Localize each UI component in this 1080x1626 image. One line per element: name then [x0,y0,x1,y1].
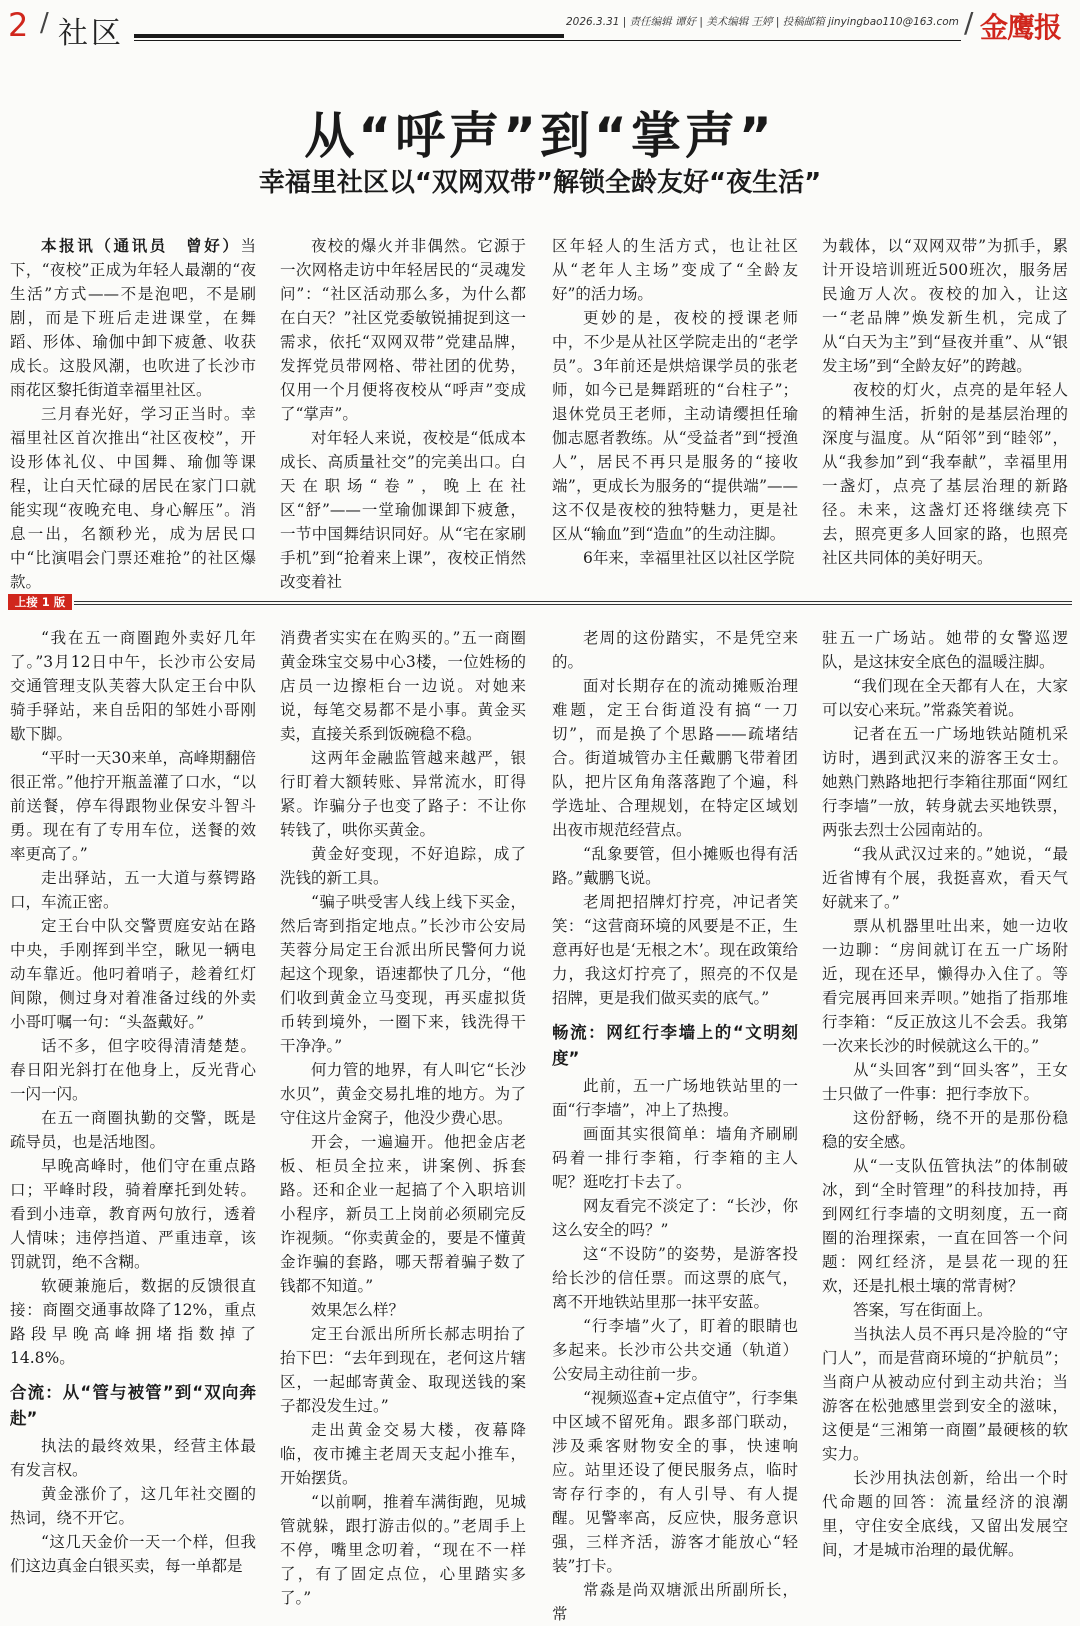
paragraph: 为载体，以“双网双带”为抓手，累计开设培训班近500班次，服务居民逾万人次。夜校的加入，让这一“老品牌”焕发新生机，完成了从“白天为主”到“昼夜并重”、从“银发主场”到“全龄友好”的跨越。 [822,237,1068,375]
paragraph: 从“一支队伍管执法”的体制破冰，到“全时管理”的科技加持，再到网红行李墙的文明刻度，五一商圈的治理探索，一直在回答一个问题：网红经济，是昙花一现的狂欢，还是扎根土壤的常青树？ [822,1157,1068,1295]
paragraph: 面对长期存在的流动摊贩治理难题，定王台街道没有搞“一刀切”，而是换了个思路——疏堵结合。街道城管办主任戴鹏飞带着团队，把片区角角落落跑了个遍，科学选址、合理规划，在特定区域划出夜市规范经营点。 [552,677,798,839]
masthead-divider: / [964,6,974,39]
article2-column-3 [552,626,798,1623]
paragraph: 记者在五一广场地铁站随机采访时，遇到武汉来的游客王女士。她熟门熟路地把行李箱往那面“网红行李墙”一放，转身就去买地铁票，两张去烈士公园南站的。 [822,725,1068,839]
paragraph: 此前，五一广场地铁站里的一面“行李墙”，冲上了热搜。 [552,1077,798,1119]
paragraph: 定王台派出所所长郝志明抬了抬下巴：“去年到现在，老何这片辖区，一起邮寄黄金、取现送钱的案子都没发生过。” [280,1325,526,1415]
paragraph: 执法的最终效果，经营主体最有发言权。 [10,1437,256,1479]
article1-column-4 [822,234,1068,567]
masthead-rule-thick [134,34,564,38]
section-name: 社区 [58,16,124,51]
subheadline: 幸福里社区以“双网双带”解锁全龄友好“夜生活” [258,168,822,198]
section-heading: 畅流：网红行李墙上的“文明刻度” [552,1023,798,1068]
paragraph: “以前啊，推着车满街跑，见城管就躲，跟打游击似的。”老周手上不停，嘴里念叨着，“现在不一样了，有了固定点位，心里踏实多了。” [280,1493,526,1607]
paragraph: 消费者实实在在购买的。”五一商圈黄金珠宝交易中心3楼，一位姓杨的店员一边擦柜台一边说。对她来说，每笔交易都不是小事。黄金买卖，直接关系到饭碗稳不稳。 [280,629,526,743]
paragraph: “骗子哄受害人线上线下买金，然后寄到指定地点。”长沙市公安局芙蓉分局定王台派出所民警何力说起这个现象，语速都快了几分，“他们收到黄金立马变现，再买虚拟货币转到境外，一圈下来，钱洗得干干净净。” [280,893,526,1055]
paragraph: 画面其实很简单：墙角齐刷刷码着一排行李箱，行李箱的主人呢？逛吃打卡去了。 [552,1125,798,1191]
paragraph: 长沙用执法创新，给出一个时代命题的回答：流量经济的浪潮里，守住安全底线，又留出发展空间，才是城市治理的最优解。 [822,1469,1068,1559]
continuation-rule [74,601,1072,602]
article2-column-1 [10,626,256,1575]
paragraph: 定王台中队交警贾庭安站在路中央，手刚挥到半空，瞅见一辆电动车靠近。他叼着哨子，趁着红灯间隙，侧过身对着准备过线的外卖小哥叮嘱一句：“头盔戴好。” [10,917,256,1031]
article1-lead-paragraph [10,234,256,402]
masthead-credits: 2026.3.31 | 责任编辑 谭好 | 美术编辑 王婷 | 投稿邮箱 jinyingbao110@163.com [566,16,959,28]
article2-column-4 [822,626,1068,1562]
paragraph: 常淼是尚双塘派出所副所长，常 [552,1581,798,1623]
paragraph: 早晚高峰时，他们守在重点路口；平峰时段，骑着摩托到处转。看到小违章，教育两句放行，透着人情味；违停挡道、严重违章，该罚就罚，绝不含糊。 [10,1157,256,1271]
paragraph: “我们现在全天都有人在，大家可以安心来玩。”常淼笑着说。 [822,677,1068,719]
headline: 从“呼声”到“掌声” [304,107,776,165]
paragraph: 软硬兼施后，数据的反馈很直接：商圈交通事故降了12%，重点路段早晚高峰拥堵指数掉了14.8%。 [10,1277,256,1367]
masthead-divider: / [40,8,49,38]
paragraph: 三月春光好，学习正当时。幸福里社区首次推出“社区夜校”，开设形体礼仪、中国舞、瑜伽等课程，让白天忙碌的居民在家门口就能实现“夜晚充电、身心解压”。消息一出，名额秒光，成为居民口中“比演唱会门票还难抢”的社区爆款。 [10,405,256,591]
paragraph: 这份舒畅，绕不开的是那份稳稳的安全感。 [822,1109,1068,1151]
paragraph: 票从机器里吐出来，她一边收一边聊：“房间就订在五一广场附近，现在还早，懒得办入住了。等看完展再回来弄呗。”她指了指那堆行李箱：“反正放这儿不会丢。我第一次来长沙的时候就这么干的。” [822,917,1068,1055]
paragraph: “行李墙”火了，盯着的眼睛也多起来。长沙市公共交通（轨道）公安局主动往前一步。 [552,1317,798,1383]
paragraph: 走出驿站，五一大道与蔡锷路口，车流正密。 [10,869,256,911]
article1-column-3 [552,234,798,567]
paragraph: 在五一商圈执勤的交警，既是疏导员，也是活地图。 [10,1109,256,1151]
byline: 本报讯（通讯员 曾好） [41,237,241,255]
paragraph: 老周把招牌灯拧亮，冲记者笑笑：“这营商环境的风要是不正，生意再好也是‘无根之木’。现在政策给力，我这灯拧亮了，照亮的不仅是招牌，更是我们做买卖的底气。” [552,893,798,1007]
paragraph: “我从武汉过来的。”她说，“最近省博有个展，我挺喜欢，看天气好就来了。” [822,845,1068,911]
paragraph: 老周的这份踏实，不是凭空来的。 [552,629,798,671]
paragraph: 更妙的是，夜校的授课老师中，不少是从社区学院走出的“老学员”。3年前还是烘焙课学员的张老师，如今已是舞蹈班的“台柱子”；退休党员王老师，主动请缨担任瑜伽志愿者教练。从“受益者”到“授渔人”，居民不再只是服务的“接收端”，更成长为服务的“提供端”——这不仅是夜校的独特魅力，更是社区从“输血”到“造血”的生动注脚。 [552,309,798,543]
paragraph: 开会，一遍遍开。他把金店老板、柜员全拉来，讲案例、拆套路。还和企业一起搞了个入职培训小程序，新员工上岗前必须刷完反诈视频。“你卖黄金的，要是不懂黄金诈骗的套路，哪天帮着骗子数了钱都不知道。” [280,1133,526,1295]
paragraph: 黄金好变现，不好追踪，成了洗钱的新工具。 [280,845,526,887]
paragraph: 效果怎么样？ [311,1301,405,1319]
paragraph: 区年轻人的生活方式，也让社区从“老年人主场”变成了“全龄友好”的活力场。 [552,237,798,303]
paragraph: 当执法人员不再只是冷脸的“守门人”，而是营商环境的“护航员”；当商户从被动应付到主动共治；当游客在松弛感里尝到安全的滋味，这便是“三湘第一商圈”最硬核的软实力。 [822,1325,1068,1463]
continuation-label: 上接 1 版 [8,594,72,610]
paragraph: “平时一天30来单，高峰期翻倍很正常。”他拧开瓶盖灌了口水，“以前送餐，停车得跟物业保安斗智斗勇。现在有了专用车位，送餐的效率更高了。” [10,749,256,863]
paragraph: 夜校的爆火并非偶然。它源于一次网格走访中年轻居民的“灵魂发问”：“社区活动那么多，为什么都在白天？”社区党委敏锐捕捉到这一需求，依托“双网双带”党建品牌，发挥党员带网格、带社团的优势，仅用一个月便将夜校从“呼声”变成了“掌声”。 [280,237,526,423]
paragraph: 从“头回客”到“回头客”，王女士只做了一件事：把行李放下。 [822,1061,1068,1103]
paragraph: 对年轻人来说，夜校是“低成本成长、高质量社交”的完美出口。白天在职场“卷”，晚上在社区“舒”——一堂瑜伽课卸下疲惫，一节中国舞结识同好。从“宅在家刷手机”到“抢着来上课”，夜校正悄然改变着社 [280,429,526,591]
section-heading: 合流：从“管与被管”到“双向奔赴” [10,1383,256,1428]
paragraph: 走出黄金交易大楼，夜幕降临，夜市摊主老周天支起小推车，开始摆货。 [280,1421,526,1487]
paragraph: “视频巡查+定点值守”，行李集中区域不留死角。跟多部门联动，涉及乘客财物安全的事，快速响应。站里还设了便民服务点，临时寄存行李的，有人引导、有人提醒。见警率高，反应快，服务意识强，三样齐活，游客才能放心“轻装”打卡。 [552,1389,798,1575]
paragraph: 话不多，但字咬得清清楚楚。春日阳光斜打在他身上，反光背心一闪一闪。 [10,1037,256,1103]
continuation-rule [74,604,1072,605]
article1-column-1 [10,234,256,591]
paragraph: 驻五一广场站。她带的女警巡逻队，是这抹安全底色的温暖注脚。 [822,629,1068,671]
lead-text: 当下，“夜校”正成为年轻人最潮的“夜生活”方式——不是泡吧，不是刷剧，而是下班后走进课堂，在舞蹈、形体、瑜伽中卸下疲惫、收获成长。这股风潮，也吹进了长沙市雨花区黎托街道幸福里社区。 [10,237,256,399]
paragraph: “乱象要管，但小摊贩也得有活路。”戴鹏飞说。 [552,845,798,887]
article1-column-2 [280,234,526,591]
paragraph: 何力管的地界，有人叫它“长沙水贝”，黄金交易扎堆的地方。为了守住这片金窝子，他没少费心思。 [280,1061,526,1127]
paragraph: 这两年金融监管越来越严，银行盯着大额转账、异常流水，盯得紧。诈骗分子也变了路子：不让你转钱了，哄你买黄金。 [280,749,526,839]
masthead-rule-thin [134,40,961,41]
paragraph: 网友看完不淡定了：“长沙，你这么安全的吗？” [552,1197,798,1239]
paragraph: 6年来，幸福里社区以社区学院 [583,549,795,567]
paragraph: 答案，写在街面上。 [853,1301,993,1319]
paragraph: “这几天金价一天一个样，但我们这边真金白银买卖，每一单都是 [10,1533,256,1575]
paragraph: “我在五一商圈跑外卖好几年了。”3月12日中午，长沙市公安局交通管理支队芙蓉大队定王台中队骑手驿站，来自岳阳的邹姓小哥刚歇下脚。 [10,629,256,743]
newspaper-logo: 金鹰报 [980,11,1062,44]
masthead [0,0,1080,52]
article2-column-2 [280,626,526,1607]
page-number: 2 [8,6,29,44]
paragraph: 夜校的灯火，点亮的是年轻人的精神生活，折射的是基层治理的深度与温度。从“陌邻”到“睦邻”，从“我参加”到“我奉献”，幸福里用一盏灯，点亮了基层治理的新路径。未来，这盏灯还将继续亮下去，照亮更多人回家的路，也照亮社区共同体的美好明天。 [822,381,1068,567]
paragraph: 这“不设防”的姿势，是游客投给长沙的信任票。而这票的底气，离不开地铁站里那一抹平安蓝。 [552,1245,798,1311]
paragraph: 黄金涨价了，这几年社交圈的热词，绕不开它。 [10,1485,256,1527]
